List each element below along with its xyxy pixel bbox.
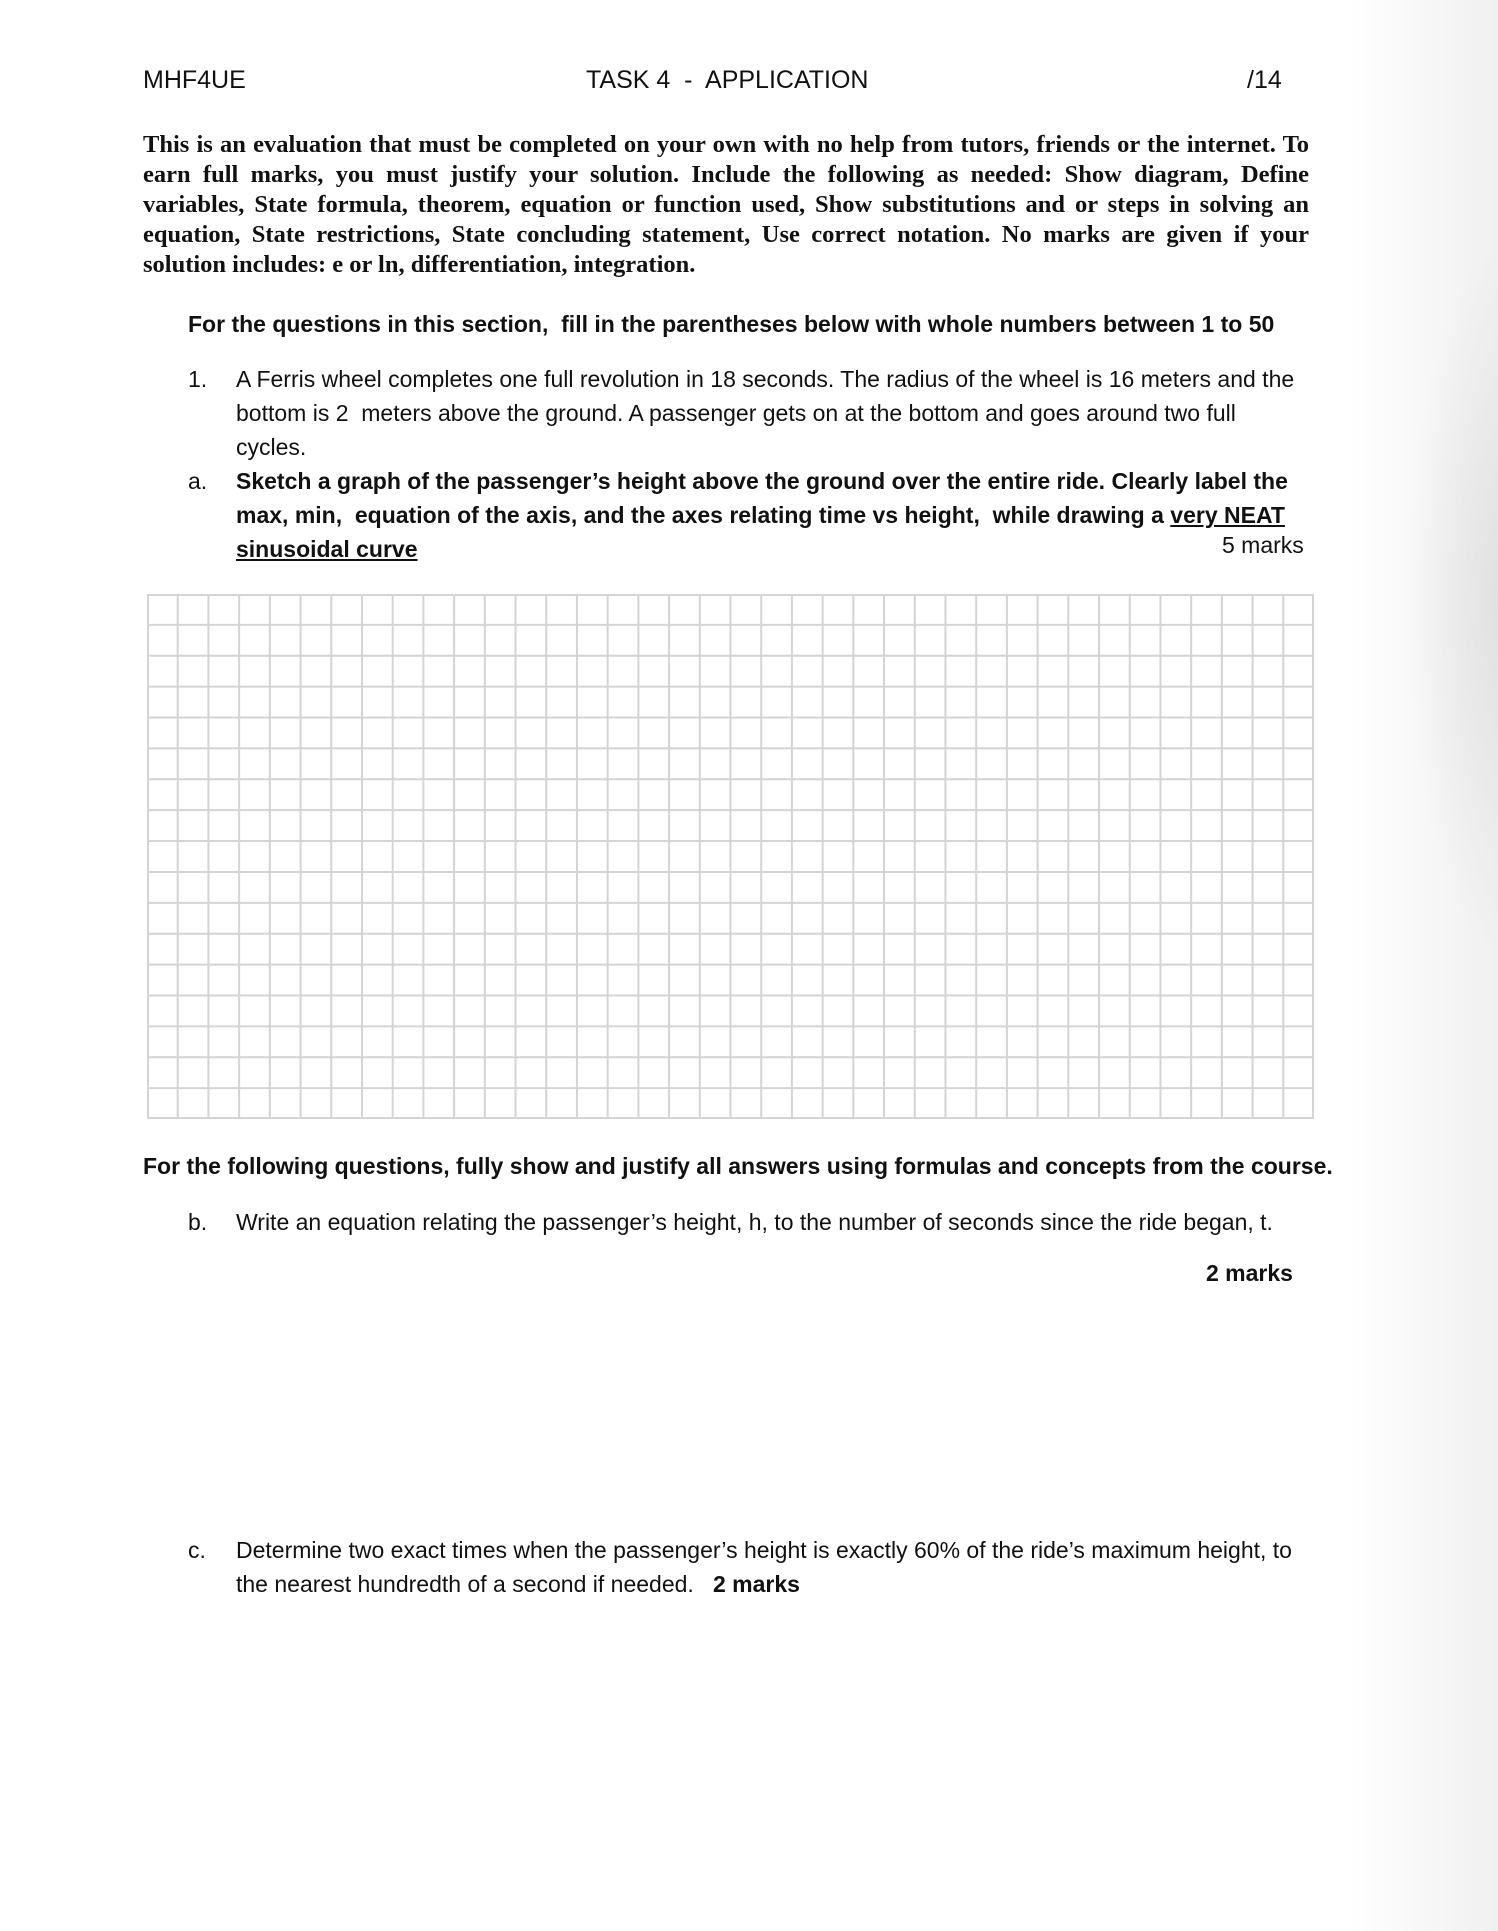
section2-heading: For the following questions, fully show and justify all answers using formulas and concepts from the course. (143, 1153, 1333, 1179)
page-curl-shadow (1408, 250, 1498, 950)
graph-paper-grid[interactable] (147, 594, 1314, 1119)
question-b-marks: 2 marks (1206, 1260, 1293, 1286)
question-c-label: c. (188, 1537, 206, 1563)
question-b-text: Write an equation relating the passenger’s height, h, to the number of seconds since the ride began, t. (236, 1209, 1273, 1235)
total-score: /14 (1247, 66, 1282, 94)
question-a (188, 464, 1308, 566)
question-c-marks: 2 marks (712, 1571, 800, 1597)
instructions-paragraph: This is an evaluation that must be completed on your own with no help from tutors, friends or the internet. To earn full marks, you must justify your solution. Include the following as needed: Show diagram, Define variables, State formula, theorem, equation or function used, Show substitutions and or steps in solving an equation, State restrictions, State concluding statement, Use correct notation. No marks are given if your solution includes: e or ln, differentiation, integration. (143, 131, 1309, 278)
course-code: MHF4UE (143, 66, 246, 94)
question-c-prompt: Determine two exact times when the passenger’s height is exactly 60% of the ride’s maximum height, to the nearest hundredth of a second if needed. (236, 1537, 1292, 1597)
graph-paper-svg[interactable] (147, 594, 1314, 1119)
task-title: TASK 4 - APPLICATION (586, 66, 869, 94)
page-header (0, 66, 1498, 106)
page-edge-shadow (1348, 0, 1498, 1931)
question-c (188, 1533, 1308, 1601)
question-c-text (236, 1533, 1308, 1601)
question-a-prompt: Sketch a graph of the passenger’s height above the ground over the entire ride. Clearly label the max, min, equation of the axis, and the axes relating time vs height, while drawing a (236, 468, 1295, 528)
question-b-label: b. (188, 1209, 208, 1235)
question-a-text (236, 464, 1308, 566)
question-a-label: a. (188, 468, 208, 494)
question-1 (188, 362, 1308, 464)
question-1-number: 1. (188, 366, 208, 392)
question-1-text: A Ferris wheel completes one full revolution in 18 seconds. The radius of the wheel is 16 meters and the bottom is 2 meters above the ground. A passenger gets on at the bottom and goes around two full cycles. (236, 366, 1301, 460)
question-b (188, 1205, 1308, 1239)
question-a-marks: 5 marks (1222, 532, 1304, 558)
section1-heading: For the questions in this section, fill in the parentheses below with whole numbers between 1 to 50 (188, 311, 1275, 337)
question-a-emphasis: very NEAT sinusoidal curve (236, 502, 1285, 562)
